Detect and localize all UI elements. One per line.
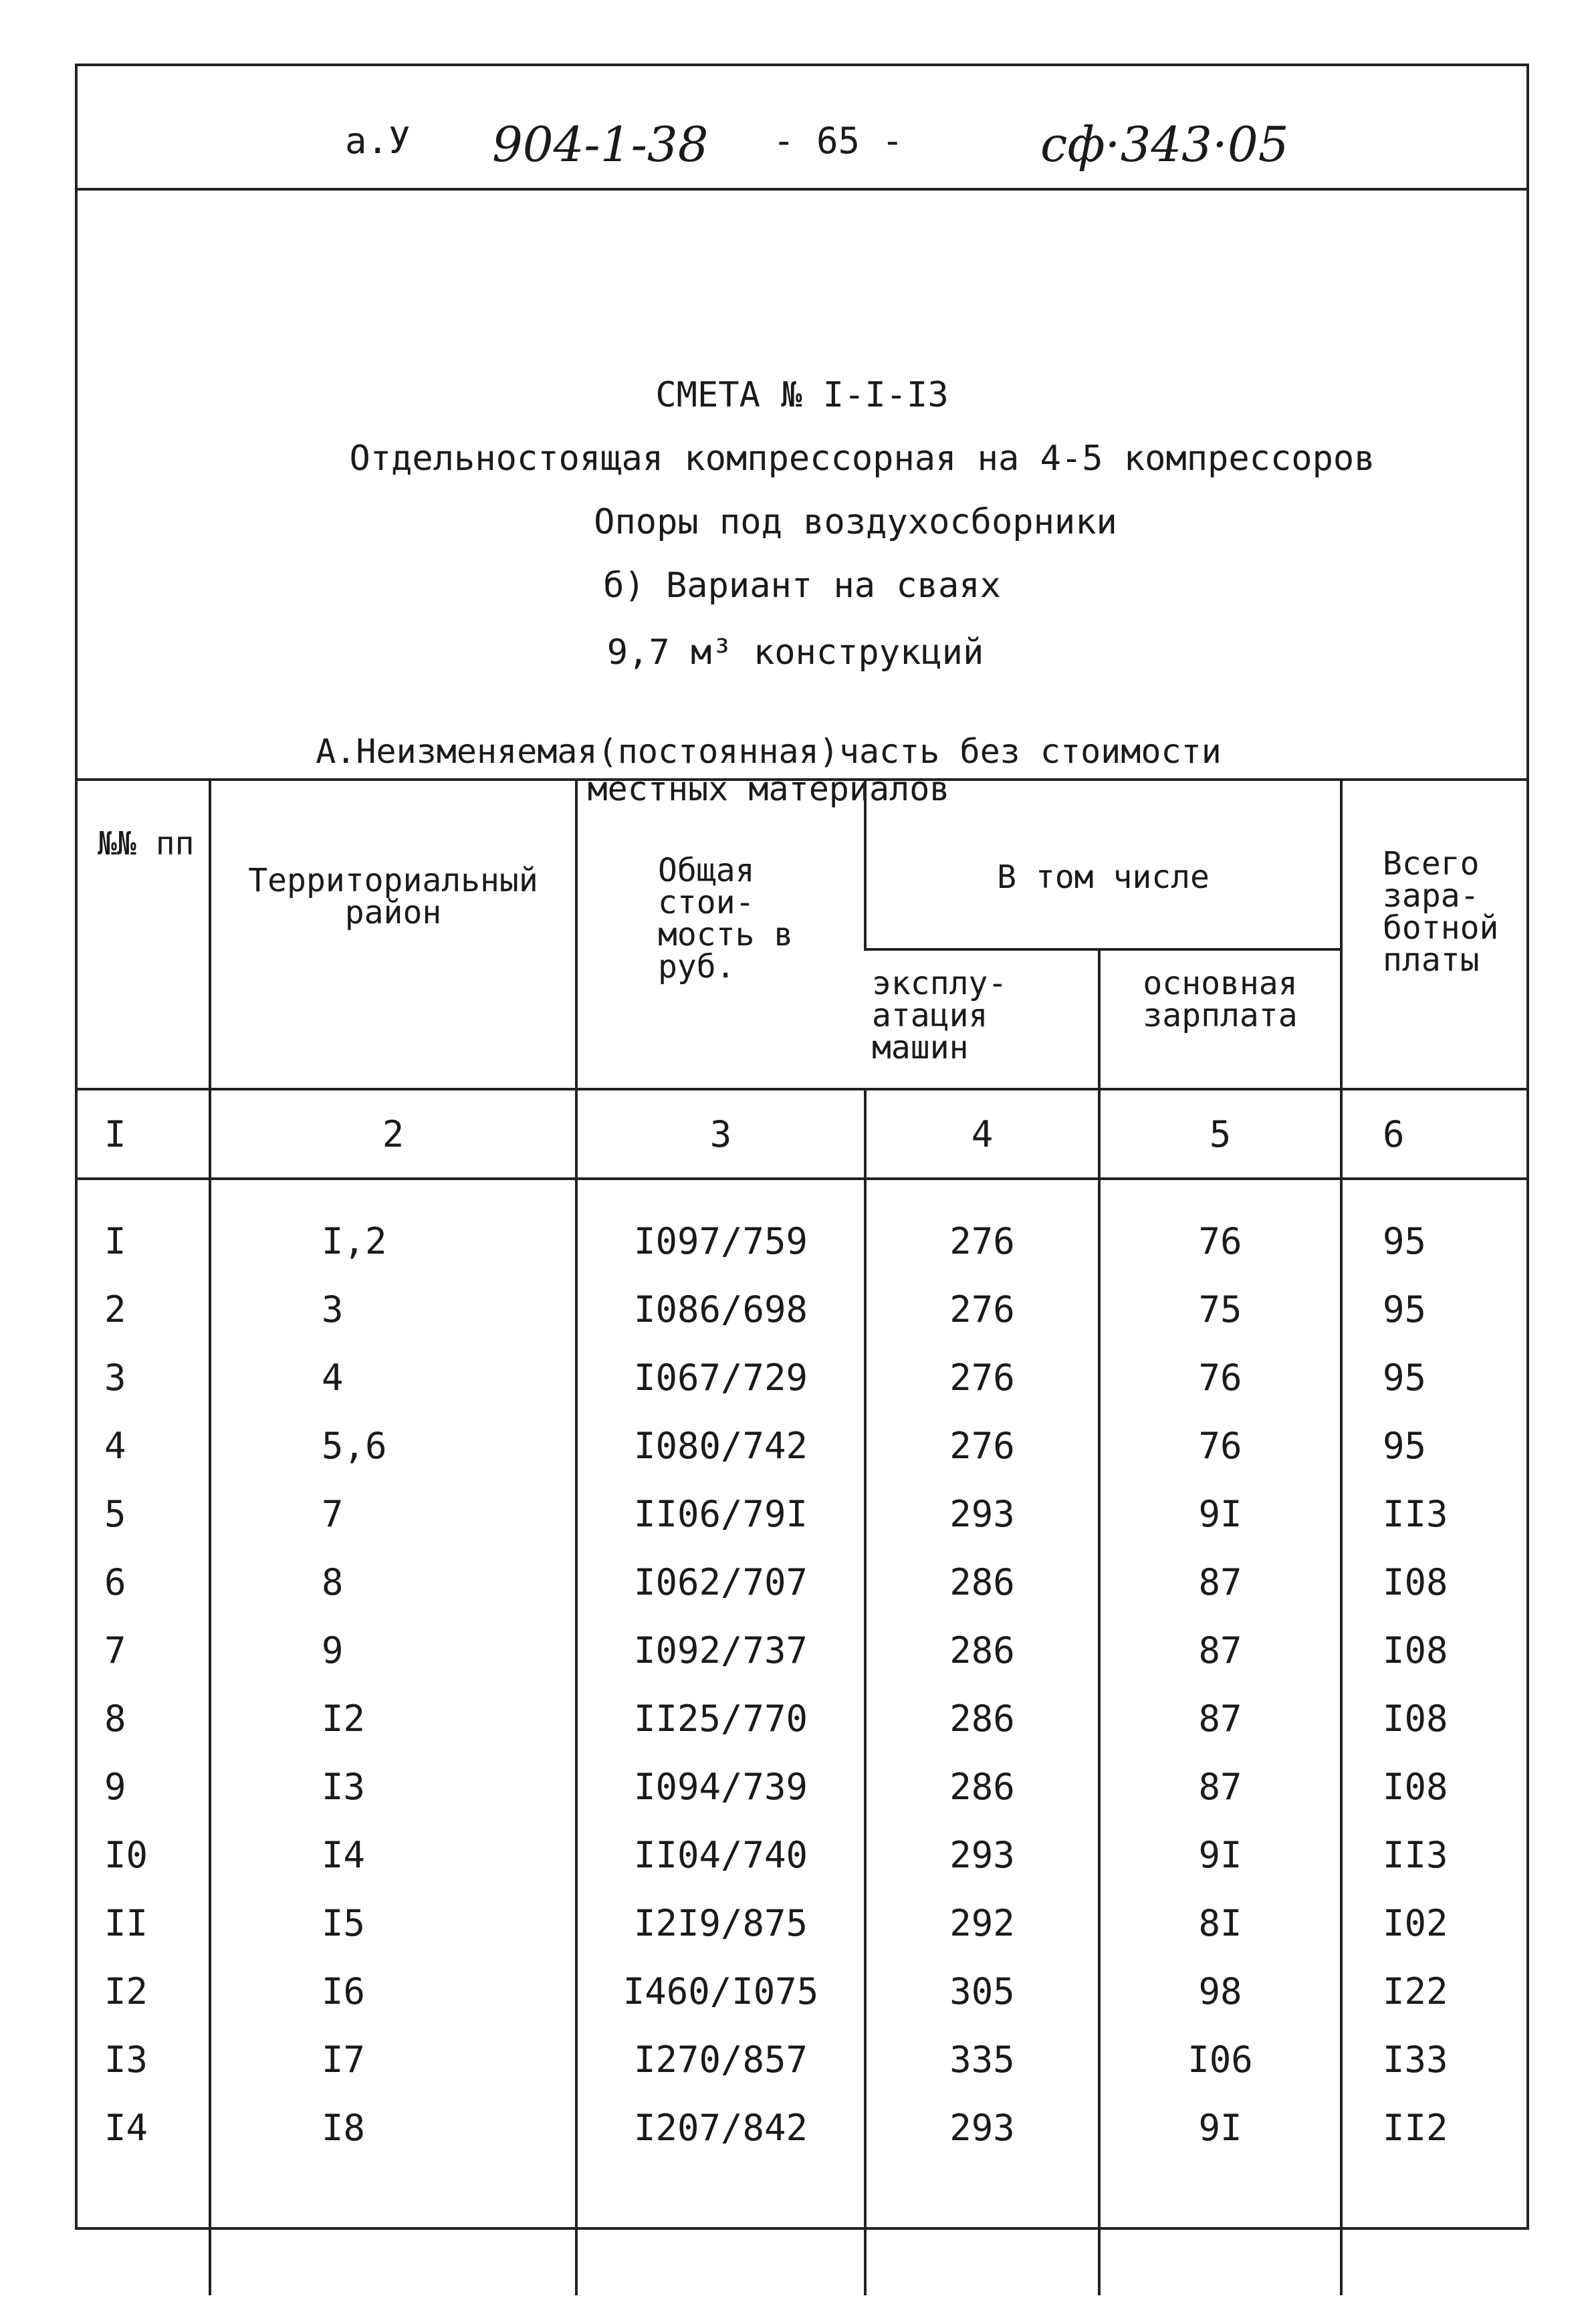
- header-base-wages: основная зарплата: [1099, 949, 1341, 1089]
- total-wages-cell: II3: [1341, 1480, 1526, 1548]
- estimate-object: Отдельностоящая компрессорная на 4-5 компрессоров: [349, 439, 1375, 479]
- total-cost-cell: I207/842: [576, 2093, 865, 2162]
- machine-operation-cell: 292: [865, 1889, 1099, 1957]
- row-number-cell: 7: [104, 1629, 126, 1671]
- page-header: [78, 66, 1526, 191]
- machine-operation-cell: 293: [865, 1821, 1099, 1889]
- total-cost-cell: I270/857: [576, 2025, 865, 2093]
- header-row-number: №№ пп: [78, 780, 210, 1089]
- column-number: 6: [1341, 1089, 1526, 1179]
- total-wages-cell: II3: [1341, 1821, 1526, 1889]
- base-wages-cell: 76: [1099, 1411, 1341, 1480]
- part-line-1: А.Неизменяемая(постоянная)часть без стоимости: [316, 732, 1222, 771]
- machine-operation-cell: 286: [865, 1752, 1099, 1821]
- total-cost-cell: I080/742: [576, 1411, 865, 1480]
- total-cost-cell: I094/739: [576, 1752, 865, 1821]
- estimate-volume: 9,7 м³ конструкций: [606, 632, 984, 673]
- total-wages-cell: I33: [1341, 2025, 1526, 2093]
- row-number-cell: I3: [104, 2038, 148, 2081]
- total-cost-cell: I086/698: [576, 1275, 865, 1343]
- column-number: I: [78, 1089, 210, 1179]
- territorial-region-cell: I2: [210, 1684, 576, 1752]
- machine-operation-cell: 335: [865, 2025, 1099, 2093]
- column-number: 3: [576, 1089, 865, 1179]
- total-cost-cell: I2I9/875: [576, 1889, 865, 1957]
- column-number: 5: [1099, 1089, 1341, 1179]
- total-cost-cell: I092/737: [576, 1616, 865, 1684]
- row-number-cell: 8: [104, 1697, 126, 1740]
- machine-operation-cell: 276: [865, 1275, 1099, 1343]
- machine-operation-cell: 305: [865, 1957, 1099, 2025]
- total-wages-cell: I08: [1341, 1548, 1526, 1616]
- table-row: [78, 1752, 1526, 1821]
- machine-operation-cell: 293: [865, 2093, 1099, 2162]
- territorial-region-cell: 7: [210, 1480, 576, 1548]
- total-wages-cell: I02: [1341, 1889, 1526, 1957]
- base-wages-cell: 87: [1099, 1684, 1341, 1752]
- row-number-cell: I4: [104, 2106, 148, 2149]
- table-row: [78, 1480, 1526, 1548]
- base-wages-cell: 87: [1099, 1752, 1341, 1821]
- total-cost-cell: II25/770: [576, 1684, 865, 1752]
- base-wages-cell: 8I: [1099, 1889, 1341, 1957]
- total-wages-cell: 95: [1341, 1275, 1526, 1343]
- header-territorial-region: Территориальный район: [210, 780, 576, 1089]
- territorial-region-cell: I8: [210, 2093, 576, 2162]
- territorial-region-cell: 4: [210, 1343, 576, 1411]
- base-wages-cell: I06: [1099, 2025, 1341, 2093]
- project-code: 904-1-38: [492, 116, 709, 172]
- machine-operation-cell: 276: [865, 1411, 1099, 1480]
- row-number-cell: 2: [104, 1288, 126, 1331]
- total-wages-cell: I08: [1341, 1684, 1526, 1752]
- header-total-cost: Общая стои- мость в руб.: [576, 780, 865, 1089]
- territorial-region-cell: I4: [210, 1821, 576, 1889]
- table-row: [78, 1957, 1526, 2025]
- page-number: - 65 -: [773, 120, 904, 162]
- total-wages-cell: II2: [1341, 2093, 1526, 2162]
- total-cost-cell: I097/759: [576, 1179, 865, 1275]
- total-wages-cell: 95: [1341, 1411, 1526, 1480]
- column-numbers-row: [78, 1089, 1526, 1179]
- base-wages-cell: 9I: [1099, 1821, 1341, 1889]
- table-row: [78, 2093, 1526, 2162]
- territorial-region-cell: 5,6: [210, 1411, 576, 1480]
- estimate-subject: Опоры под воздухосборники: [594, 502, 1117, 542]
- table-row: [78, 1343, 1526, 1411]
- territorial-region-cell: I5: [210, 1889, 576, 1957]
- territorial-region-cell: 8: [210, 1548, 576, 1616]
- base-wages-cell: 98: [1099, 1957, 1341, 2025]
- header-prefix: а.У: [345, 120, 411, 162]
- table-spacer: [78, 2162, 1526, 2295]
- part-line-2: местных материалов: [587, 770, 950, 808]
- total-wages-cell: I22: [1341, 1957, 1526, 2025]
- territorial-region-cell: 3: [210, 1275, 576, 1343]
- total-cost-cell: I062/707: [576, 1548, 865, 1616]
- territorial-region-cell: I7: [210, 2025, 576, 2093]
- table-row: [78, 1821, 1526, 1889]
- table-row: [78, 1275, 1526, 1343]
- base-wages-cell: 9I: [1099, 2093, 1341, 2162]
- base-wages-cell: 75: [1099, 1275, 1341, 1343]
- row-number-cell: 4: [104, 1424, 126, 1467]
- estimate-title-block: [78, 188, 1526, 840]
- territorial-region-cell: 9: [210, 1616, 576, 1684]
- row-number-cell: I: [104, 1220, 126, 1262]
- total-cost-cell: I067/729: [576, 1343, 865, 1411]
- territorial-region-cell: I6: [210, 1957, 576, 2025]
- sheet-code: сф·343·05: [1040, 116, 1289, 172]
- total-cost-cell: II06/79I: [576, 1480, 865, 1548]
- estimate-number: СМЕТА № I-I-I3: [655, 375, 949, 415]
- base-wages-cell: 76: [1099, 1179, 1341, 1275]
- row-number-cell: 5: [104, 1492, 126, 1535]
- header-machine-operation: эксплу- атация машин: [865, 949, 1099, 1089]
- table-row: [78, 1411, 1526, 1480]
- row-number-cell: I2: [104, 1970, 148, 2012]
- total-wages-cell: 95: [1341, 1179, 1526, 1275]
- base-wages-cell: 87: [1099, 1616, 1341, 1684]
- machine-operation-cell: 293: [865, 1480, 1099, 1548]
- machine-operation-cell: 286: [865, 1548, 1099, 1616]
- header-including: В том числе: [865, 780, 1341, 949]
- row-number-cell: 6: [104, 1561, 126, 1603]
- estimate-rows: [78, 1179, 1526, 2162]
- machine-operation-cell: 286: [865, 1684, 1099, 1752]
- base-wages-cell: 76: [1099, 1343, 1341, 1411]
- table-row: [78, 1889, 1526, 1957]
- total-cost-cell: II04/740: [576, 1821, 865, 1889]
- total-wages-cell: 95: [1341, 1343, 1526, 1411]
- row-number-cell: 9: [104, 1765, 126, 1808]
- table-row: [78, 1548, 1526, 1616]
- total-cost-cell: I460/I075: [576, 1957, 865, 2025]
- column-number: 2: [210, 1089, 576, 1179]
- base-wages-cell: 87: [1099, 1548, 1341, 1616]
- machine-operation-cell: 276: [865, 1343, 1099, 1411]
- row-number-cell: II: [104, 1901, 148, 1944]
- territorial-region-cell: I3: [210, 1752, 576, 1821]
- header-total-wages: Всего зара- ботной платы: [1341, 780, 1526, 1089]
- table-row: [78, 2025, 1526, 2093]
- row-number-cell: I0: [104, 1833, 148, 1876]
- machine-operation-cell: 276: [865, 1179, 1099, 1275]
- territorial-region-cell: I,2: [210, 1179, 576, 1275]
- estimate-table: [78, 778, 1526, 2295]
- total-wages-cell: I08: [1341, 1752, 1526, 1821]
- document-frame: [75, 64, 1529, 2230]
- table-row: [78, 1684, 1526, 1752]
- table-row: [78, 1616, 1526, 1684]
- table-row: [78, 1179, 1526, 1275]
- row-number-cell: 3: [104, 1356, 126, 1399]
- estimate-variant: б) Вариант на сваях: [603, 566, 1001, 606]
- column-number: 4: [865, 1089, 1099, 1179]
- base-wages-cell: 9I: [1099, 1480, 1341, 1548]
- total-wages-cell: I08: [1341, 1616, 1526, 1684]
- machine-operation-cell: 286: [865, 1616, 1099, 1684]
